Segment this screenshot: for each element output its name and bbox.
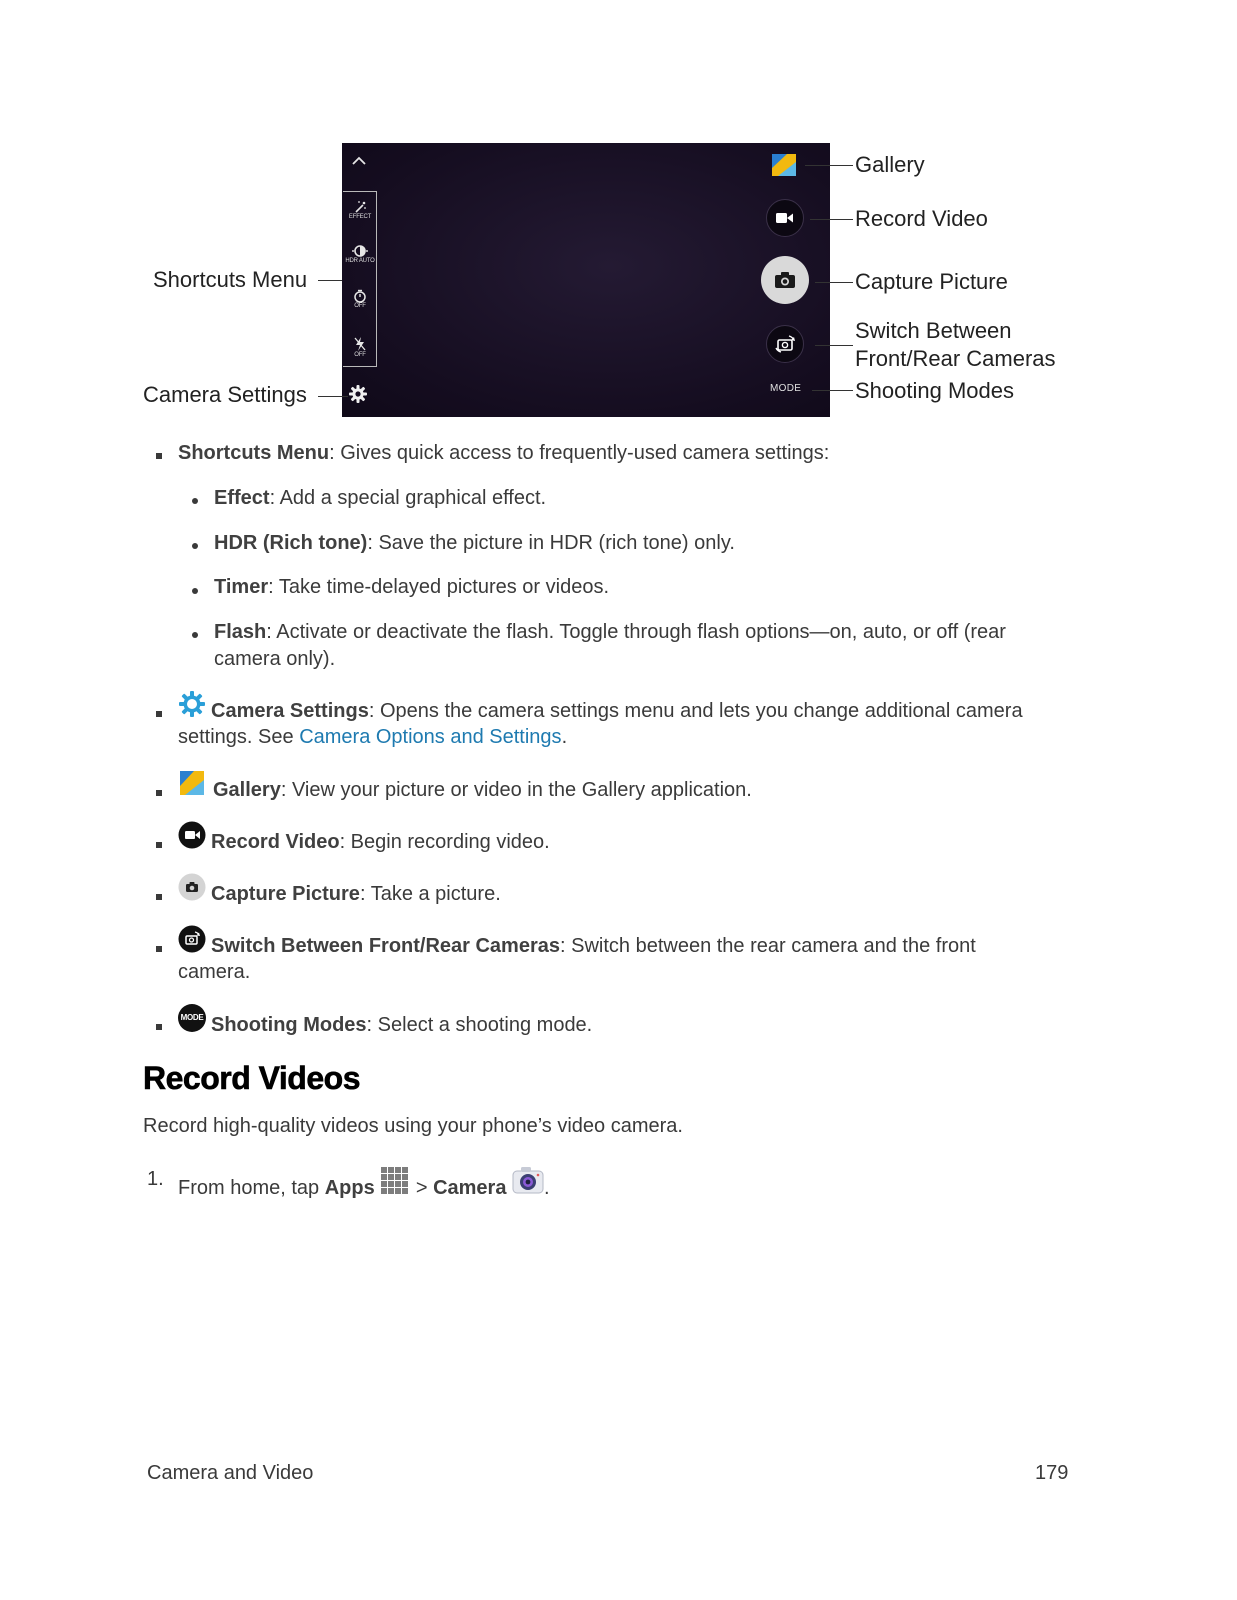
- description: : Select a shooting mode.: [366, 1014, 593, 1036]
- list-item-camera-settings: [211, 698, 1023, 724]
- list-item-flash-cont: camera only).: [214, 648, 336, 670]
- video-camera-icon: [775, 211, 795, 225]
- step-text: From home, tap: [178, 1177, 325, 1199]
- shortcut-flash-label: OFF: [354, 352, 366, 358]
- term: Record Video: [211, 831, 340, 853]
- description: : Switch between the rear camera and the front: [560, 935, 976, 957]
- step-number: 1.: [147, 1168, 164, 1190]
- shortcut-hdr[interactable]: [343, 244, 377, 265]
- callout-shooting-modes: Shooting Modes: [855, 378, 1014, 403]
- list-item-switch-cameras: [211, 933, 976, 959]
- list-item-switch-cont: camera.: [178, 961, 251, 983]
- switch-camera-icon: [178, 925, 206, 953]
- step-1: [178, 1166, 550, 1201]
- list-item-capture-picture: [211, 881, 501, 907]
- chevron-up-icon[interactable]: [351, 155, 367, 167]
- leader-line: [812, 390, 853, 391]
- hdr-icon: [351, 244, 369, 258]
- leader-line: [815, 345, 853, 346]
- page-number: 179: [1035, 1462, 1069, 1484]
- callout-gallery: Gallery: [855, 152, 925, 177]
- shooting-mode-button[interactable]: MODE: [770, 383, 802, 394]
- description: : Take time-delayed pictures or videos.: [268, 576, 610, 598]
- bullet-square: [156, 711, 162, 717]
- list-item-shortcuts-menu: [178, 440, 829, 466]
- description: : Opens the camera settings menu and lets you change additional camera: [368, 700, 1023, 722]
- apps-grid-icon: [380, 1166, 410, 1196]
- bullet-dot: [192, 632, 198, 638]
- shortcut-timer-label: OFF: [354, 303, 366, 309]
- leader-line: [805, 165, 853, 166]
- section-heading: Record Videos: [143, 1060, 360, 1096]
- term: Effect: [214, 487, 270, 509]
- term: HDR (Rich tone): [214, 532, 368, 554]
- callout-record-video: Record Video: [855, 206, 988, 231]
- list-item-hdr: [214, 530, 735, 556]
- bullet-dot: [192, 588, 198, 594]
- term: Switch Between Front/Rear Cameras: [211, 935, 560, 957]
- apps-label: Apps: [324, 1177, 375, 1199]
- term: Camera Settings: [211, 700, 369, 722]
- list-item-shooting-modes: [211, 1012, 592, 1038]
- callout-switch-line2: Front/Rear Cameras: [855, 346, 1056, 371]
- bullet-square: [156, 1024, 162, 1030]
- step-end: .: [544, 1177, 550, 1199]
- list-item-flash: [214, 619, 1006, 645]
- footer-section-title: Camera and Video: [147, 1462, 314, 1484]
- bullet-dot: [192, 498, 198, 504]
- list-item-timer: [214, 574, 609, 600]
- bullet-square: [156, 453, 162, 459]
- switch-camera-button[interactable]: [766, 325, 804, 363]
- timer-icon: [353, 289, 367, 303]
- section-intro: Record high-quality videos using your phone’s video camera.: [143, 1115, 683, 1137]
- gallery-thumbnail-icon[interactable]: [772, 154, 796, 176]
- shortcut-flash[interactable]: [343, 336, 377, 359]
- gallery-icon: [180, 771, 204, 795]
- description: : Add a special graphical effect.: [269, 487, 547, 509]
- list-item-gallery: [213, 777, 752, 803]
- description: : Gives quick access to frequently-used camera settings:: [329, 442, 830, 464]
- mode-icon: MODE: [178, 1004, 206, 1032]
- shortcuts-menu-panel: [343, 191, 377, 367]
- list-item-camera-settings-cont: [178, 724, 567, 750]
- description: : Take a picture.: [359, 883, 501, 905]
- camera-viewfinder: [342, 143, 830, 417]
- leader-line: [318, 396, 348, 397]
- description: : Save the picture in HDR (rich tone) only.: [367, 532, 735, 554]
- list-item-effect: [214, 485, 546, 511]
- switch-camera-icon: [774, 334, 796, 354]
- bullet-square: [156, 790, 162, 796]
- camera-icon: [774, 271, 796, 289]
- shortcut-hdr-label: HDR AUTO: [345, 258, 375, 264]
- shortcut-timer[interactable]: [343, 289, 377, 310]
- gear-icon[interactable]: [348, 384, 368, 404]
- leader-line: [810, 219, 853, 220]
- term: Capture Picture: [211, 883, 360, 905]
- callout-camera-settings: Camera Settings: [143, 382, 307, 407]
- term: Gallery: [213, 779, 281, 801]
- camera-icon: [178, 873, 206, 901]
- shortcut-effect-label: EFFECT: [348, 214, 372, 220]
- bullet-dot: [192, 543, 198, 549]
- bullet-square: [156, 894, 162, 900]
- callout-switch-line1: Switch Between: [855, 318, 1012, 343]
- gear-icon: [178, 690, 206, 718]
- bullet-square: [156, 946, 162, 952]
- description: .: [561, 726, 568, 748]
- magic-wand-icon: [353, 200, 367, 214]
- callout-shortcuts-menu: Shortcuts Menu: [153, 267, 308, 292]
- leader-line: [815, 282, 853, 283]
- callout-capture-picture: Capture Picture: [855, 269, 1008, 294]
- description: : Begin recording video.: [339, 831, 550, 853]
- camera-app-icon: [512, 1166, 544, 1194]
- description: settings. See: [178, 726, 300, 748]
- term: Shortcuts Menu: [178, 442, 330, 464]
- separator: >: [410, 1177, 434, 1199]
- capture-picture-button[interactable]: [761, 256, 809, 304]
- shortcut-effect[interactable]: [343, 200, 377, 221]
- term: Shooting Modes: [211, 1014, 367, 1036]
- bullet-square: [156, 842, 162, 848]
- description: : Activate or deactivate the flash. Toggle through flash options—on, auto, or off (rear: [266, 621, 1006, 643]
- term: Timer: [214, 576, 269, 598]
- camera-options-link[interactable]: Camera Options and Settings: [299, 726, 562, 748]
- record-video-button[interactable]: [766, 199, 804, 237]
- leader-line: [318, 280, 342, 281]
- camera-label: Camera: [433, 1177, 507, 1199]
- flash-off-icon: [353, 336, 367, 352]
- video-camera-icon: [178, 821, 206, 849]
- description: : View your picture or video in the Gallery application.: [280, 779, 752, 801]
- term: Flash: [214, 621, 267, 643]
- list-item-record-video: [211, 829, 550, 855]
